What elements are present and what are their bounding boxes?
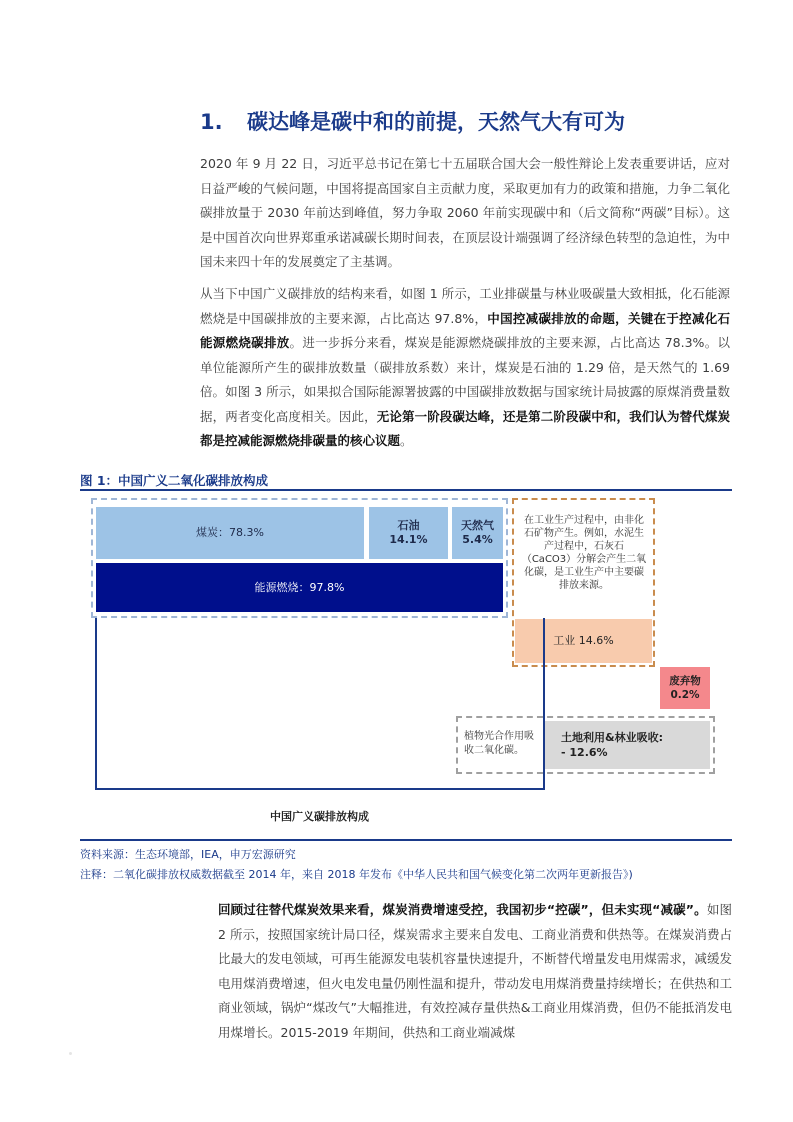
page-mark [69,1052,72,1055]
oil-value: 14.1% [389,533,428,546]
gas-bar [452,507,503,559]
energy-label: 能源燃烧：97.8% [254,580,345,594]
p2-text-2: 。进一步拆分来看，煤炭是能源燃烧碳排放的主要来源，占比高达 78.3%。以单位能源所产生的碳排放数量（碳排放系数）来计，煤炭是石油的 1.29 倍，是天然气的 1.69 倍。如图 3 所示，如果拟合国际能源署披露的中国碳排放数据与国家统计局披露的原煤消费量数据，两者变化高度相关。因此， [200,335,730,424]
paragraph-2 [200,282,730,454]
p3-text: 如图 2 所示，按照国家统计局口径，煤炭需求主要来自发电、工商业消费和供热等。在煤炭消费占比最大的发电领域，可再生能源发电装机容量快速提升，不断替代增量发电用煤需求，减缓发电用煤消费增速，但火电发电量仍刚性温和提升，带动发电用煤消费量持续增长；在供热和工商业领域，锅炉“煤改气”大幅推进，有效控减存量供热&工商业用煤消费，但仍不能抵消发电用煤增长。2015-2019 年期间，供热和工商业端减煤 [218,902,732,1040]
p2-bold-2: 无论第一阶段碳达峰，还是第二阶段碳中和，我们认为替代煤炭都是控减能源燃烧排碳量的核心议题 [200,408,730,448]
section-number: 1. [200,110,223,134]
p2-text-1: 从当下中国广义碳排放的结构来看，如图 1 所示，工业排碳量与林业吸碳量大致相抵，化石能源燃烧是中国碳排放的主要来源，占比高达 97.8%， [200,286,730,326]
source-rule [80,839,732,841]
oil-name: 石油 [397,519,420,532]
industry-note: 在工业生产过程中，由非化石矿物产生。例如，水泥生产过程中，石灰石（CaCO3）分解会产生二氧化碳，是工业生产中主要碳排放来源。 [521,515,647,591]
source-text: 资料来源：生态环境部，IEA，申万宏源研究 [80,848,296,861]
gas-name: 天然气 [461,519,494,532]
p2-text-3: 。 [400,433,413,448]
coal-label: 煤炭：78.3% [196,526,264,539]
total-bracket [95,618,545,790]
figure-top-rule [80,489,732,491]
paragraph-3 [218,898,732,1045]
figure-title: 图 1：中国广义二氧化碳排放构成 [80,473,269,488]
p3-bold: 回顾过往替代煤炭效果来看，煤炭消费增速受控，我国初步“控碳”，但未实现“减碳”。 [218,902,707,917]
land-value: - 12.6% [561,746,608,759]
land-bar [545,721,710,769]
figure-bottom-label: 中国广义碳排放构成 [270,810,369,823]
industry-label: 工业 14.6% [553,634,614,647]
energy-bar [96,563,503,612]
note-text: 注释：二氧化碳排放权威数据截至 2014 年，来自 2018 年发布《中华人民共和国气候变化第二次两年更新报告》) [80,868,633,881]
land-note: 植物光合作用吸收二氧化碳。 [464,731,534,756]
waste-bar [660,667,710,709]
gas-value: 5.4% [462,533,493,546]
coal-bar [96,507,364,559]
land-name: 土地利用&林业吸收: [561,731,663,744]
waste-name: 废弃物 [669,675,701,687]
section-heading [200,106,625,136]
waste-value: 0.2% [670,689,700,701]
paragraph-1: 2020 年 9 月 22 日，习近平总书记在第七十五届联合国大会一般性辩论上发表重要讲话，应对日益严峻的气候问题，中国将提高国家自主贡献力度，采取更加有力的政策和措施，力争二氧化碳排放量于 2030 年前达到峰值，努力争取 2060 年前实现碳中和（后文简称“两碳”目标）。这是中国首次向世界郑重承诺减碳长期时间表，在顶层设计端强调了经济绿色转型的急迫性，为中国未来四十年的发展奠定了主基调。 [200,156,730,269]
p2-bold-1: 中国控减碳排放的命题，关键在于控减化石能源燃烧碳排放 [200,310,730,350]
oil-bar [369,507,448,559]
section-title: 碳达峰是碳中和的前提，天然气大有可为 [247,110,625,134]
